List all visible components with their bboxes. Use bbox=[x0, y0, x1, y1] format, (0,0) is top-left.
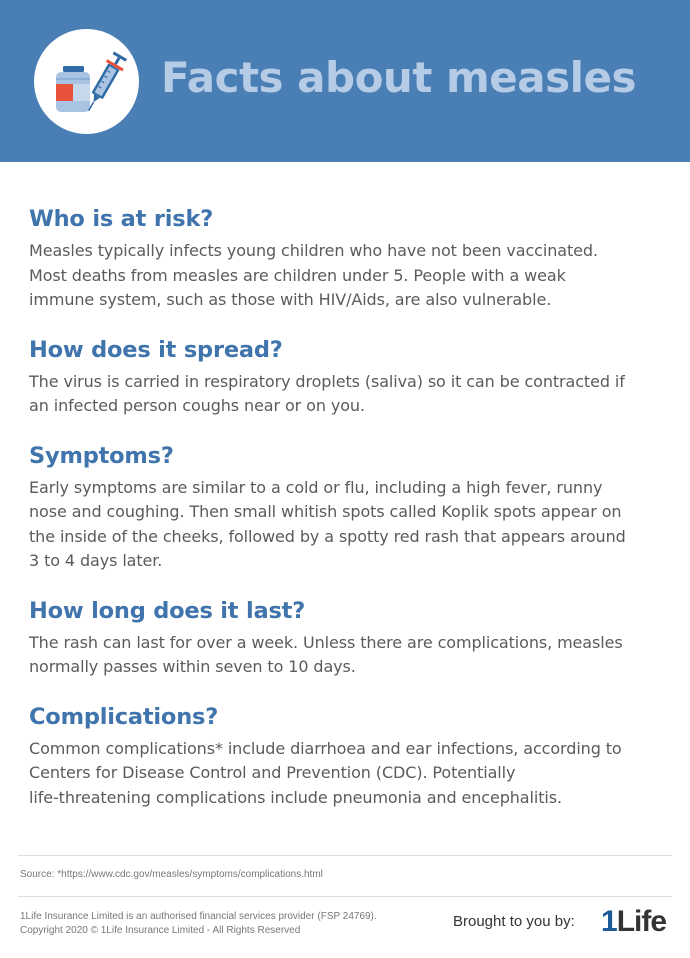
text-line: The virus is carried in respiratory droplets (saliva) so it can be contracted if bbox=[29, 371, 625, 391]
section-text bbox=[29, 370, 669, 419]
section-symptoms bbox=[29, 440, 669, 574]
text-line: life-threatening complications include pneumonia and encephalitis. bbox=[29, 787, 562, 807]
section-how-long bbox=[29, 595, 669, 680]
text-line: Centers for Disease Control and Prevention (CDC). Potentially bbox=[29, 763, 516, 782]
text-line: the inside of the cheeks, followed by a spotty red rash that appears around bbox=[29, 526, 626, 546]
section-text bbox=[29, 737, 669, 811]
section-heading: How does it spread? bbox=[29, 336, 283, 363]
brand-logo-number: 1 bbox=[601, 905, 617, 938]
brand-logo bbox=[601, 904, 666, 940]
copyright-line: Copyright 2020 © 1Life Insurance Limited - All Rights Reserved bbox=[20, 925, 301, 936]
vaccine-bottle-syringe-icon bbox=[34, 29, 139, 134]
text-line: The rash can last for over a week. Unless there are complications, measles bbox=[29, 632, 623, 652]
brand-logo-word: Life bbox=[616, 905, 667, 938]
brought-by-label: Brought to you by: bbox=[453, 913, 575, 930]
section-text bbox=[29, 239, 669, 313]
header-banner bbox=[0, 0, 690, 162]
source-citation: Source: *https://www.cdc.gov/measles/symptoms/complications.html bbox=[20, 869, 323, 880]
text-line: an infected person coughs near or on you. bbox=[29, 396, 365, 415]
section-complications bbox=[29, 701, 669, 811]
section-text bbox=[29, 631, 669, 680]
section-heading: How long does it last? bbox=[29, 597, 306, 624]
content bbox=[29, 203, 669, 831]
text-line: 3 to 4 days later. bbox=[29, 551, 163, 570]
section-heading: Complications? bbox=[29, 703, 219, 730]
section-who-at-risk bbox=[29, 203, 669, 313]
text-line: normally passes within seven to 10 days. bbox=[29, 657, 356, 676]
legal-line: 1Life Insurance Limited is an authorised financial services provider (FSP 24769). bbox=[20, 911, 377, 922]
section-heading: Who is at risk? bbox=[29, 206, 214, 232]
logo-circle bbox=[34, 29, 139, 134]
text-line: nose and coughing. Then small whitish spots called Koplik spots appear on bbox=[29, 502, 622, 521]
page-title: Facts about measles bbox=[161, 53, 636, 102]
legal-notice bbox=[20, 910, 377, 938]
divider-top bbox=[18, 855, 672, 856]
section-how-spread bbox=[29, 334, 669, 419]
section-text bbox=[29, 476, 669, 574]
divider-bottom bbox=[18, 896, 672, 897]
text-line: Most deaths from measles are children under 5. People with a weak bbox=[29, 265, 566, 285]
text-line: Common complications* include diarrhoea and ear infections, according to bbox=[29, 738, 622, 758]
text-line: immune system, such as those with HIV/Aids, are also vulnerable. bbox=[29, 290, 552, 309]
section-heading: Symptoms? bbox=[29, 442, 174, 469]
text-line: Measles typically infects young children who have not been vaccinated. bbox=[29, 241, 598, 260]
text-line: Early symptoms are similar to a cold or flu, including a high fever, runny bbox=[29, 477, 603, 497]
